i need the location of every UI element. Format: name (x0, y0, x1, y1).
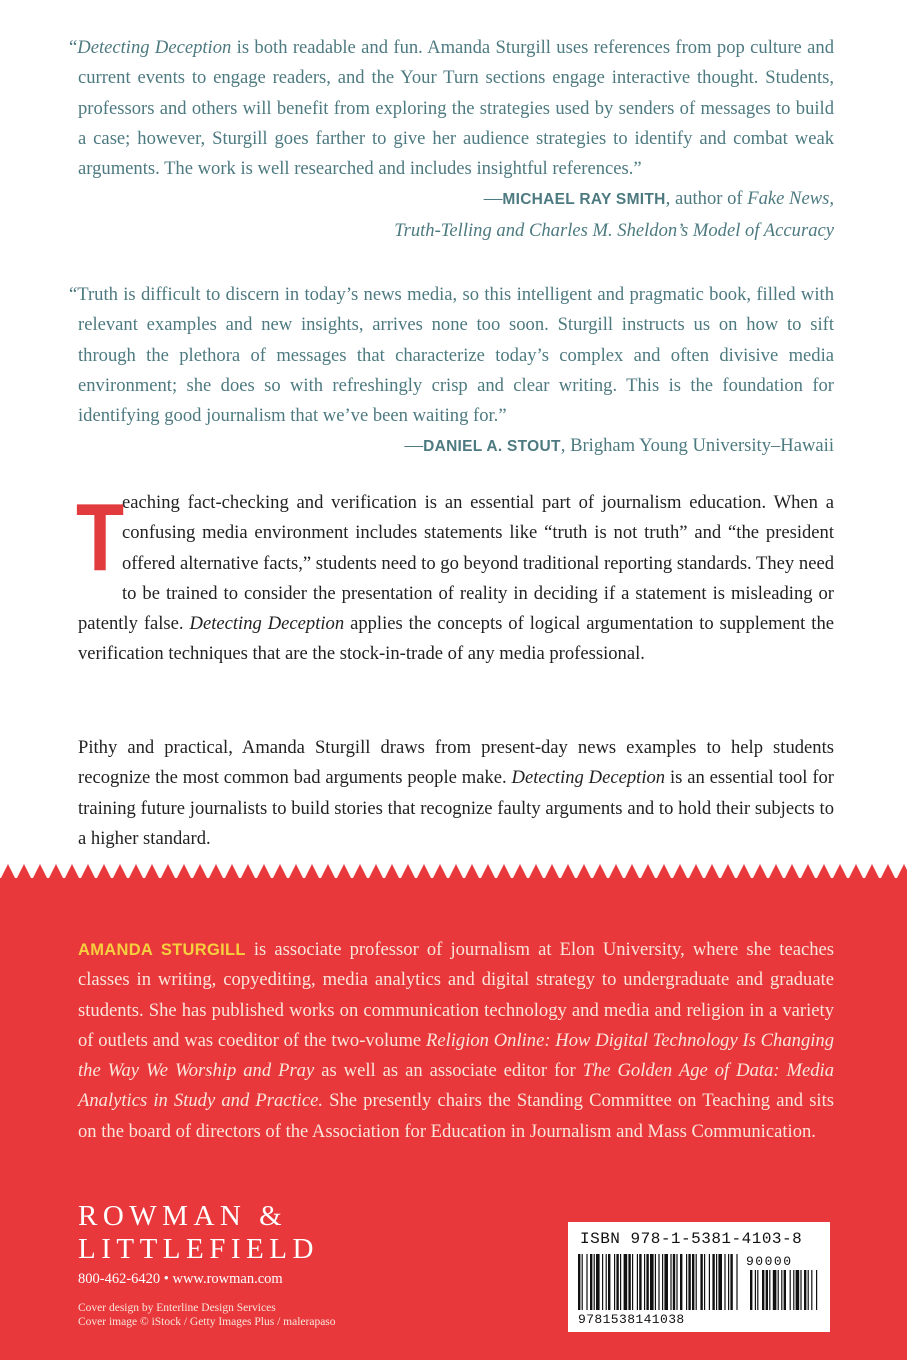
barcode-bar (778, 1270, 779, 1310)
barcode-bar (602, 1254, 603, 1310)
barcode-bar (784, 1270, 786, 1310)
bio-book-title: The Golden Age of Data: Media Analytics in Study and Practice. (78, 1060, 834, 1112)
barcode-bar (716, 1254, 717, 1310)
barcode-bar (688, 1254, 690, 1310)
barcode-bar (709, 1254, 710, 1310)
barcode-bar (655, 1254, 656, 1310)
barcode-bar (616, 1254, 618, 1310)
barcode-bar (692, 1254, 694, 1310)
zigzag-border (0, 860, 907, 880)
barcode-bar (664, 1254, 668, 1310)
publisher-logo: ROWMAN & LITTLEFIELD (78, 1200, 319, 1265)
barcode-bar (757, 1270, 758, 1310)
barcode-bar (628, 1254, 630, 1310)
barcode-bar (700, 1254, 702, 1310)
barcode-bar (670, 1254, 671, 1310)
endorsement-text: “Truth is difficult to discern in today’s news media, so this intelligent and pragmatic book, filled with relevant examples and new insights, arrives none too soon. Sturgill instructs us on how to sift through the plethora of messages that characterize today’s complex and often divisive media environment; she does so with refreshingly crisp and clear writing. This is the foundation for identifying good journalism that we’ve been waiting for.” (69, 284, 834, 427)
endorsement-attribution: —MICHAEL RAY SMITH, author of Fake News, Truth-Telling and Charles M. Sheldon’s Model of Accuracy (394, 188, 834, 241)
barcode-bar (639, 1254, 641, 1310)
barcode-bar (620, 1254, 621, 1310)
barcode-bar (811, 1270, 812, 1310)
barcode-bar (704, 1254, 705, 1310)
barcode-bar (606, 1254, 607, 1310)
endorsement-smith (69, 33, 834, 246)
barcode-bar (781, 1270, 782, 1310)
barcode-bar (766, 1270, 768, 1310)
drop-cap: T (76, 484, 125, 591)
book-title-ref: Detecting Deception (77, 37, 232, 58)
barcode-bar (736, 1254, 737, 1310)
barcode-bar (696, 1254, 697, 1310)
barcode-bar (718, 1254, 722, 1310)
book-title-ref: Detecting Deception (189, 613, 345, 635)
isbn-barcode (568, 1222, 830, 1332)
barcode-bar (624, 1254, 628, 1310)
publisher-contact: 800-462-6420 • www.rowman.com (78, 1271, 283, 1287)
barcode-bar (808, 1270, 809, 1310)
bio-book-title: Religion Online: How Digital Technology Is Changing the Way We Worship and Pray (78, 1029, 835, 1082)
barcode-bar (728, 1254, 729, 1310)
barcode-bar (658, 1254, 659, 1310)
barcode-bar (724, 1254, 725, 1310)
barcode-bar (755, 1270, 756, 1310)
endorser-work: Fake News, (747, 188, 834, 210)
barcode-bar (804, 1270, 806, 1310)
barcode-bar (650, 1254, 654, 1310)
barcode-bar (594, 1254, 595, 1310)
isbn-label: ISBN 978-1-5381-4103-8 (580, 1230, 803, 1248)
barcode-bar (608, 1254, 610, 1310)
cover-design-credit: Cover design by Enterline Design Services (78, 1302, 276, 1314)
barcode-bar (676, 1254, 677, 1310)
endorser-name: MICHAEL RAY SMITH (502, 191, 666, 209)
price-code: 90000 (746, 1254, 793, 1269)
author-name: AMANDA STURGILL (78, 941, 246, 959)
barcode-bar (790, 1270, 791, 1310)
barcode-bar (673, 1254, 675, 1310)
barcode-bar (644, 1254, 645, 1310)
barcode-bar (646, 1254, 648, 1310)
barcode-bar (730, 1254, 732, 1310)
description-paragraph-1: T eaching fact-checking and verification is an essential part of journalism education. When a confusing media environment includes statements like “truth is not truth” and “the president offered alternative facts,” students need to go beyond traditional reporting standards. They need to be trained to consider the presentation of reality in deciding if a statement is misleading or patently false. Detecting Deception applies the concepts of logical argumentation to supplement the verification techniques that are the stock-in-trade of any media professional. (76, 484, 834, 665)
barcode-bar (614, 1254, 615, 1310)
cover-image-credit: Cover image © iStock / Getty Images Plus / malerapaso (78, 1316, 336, 1328)
barcode-bar (578, 1254, 580, 1310)
endorsement-stout (69, 280, 834, 463)
barcode-bar (762, 1270, 764, 1310)
barcode-bar (586, 1254, 587, 1310)
open-quote: “ (69, 37, 78, 58)
endorser-affiliation: , Brigham Young University–Hawaii (560, 435, 834, 457)
barcode-bar (596, 1254, 600, 1310)
barcode-bar (590, 1254, 592, 1310)
barcode-bar (712, 1254, 714, 1310)
barcode-digits: 9781538141038 (578, 1312, 685, 1327)
barcode-bar (632, 1254, 633, 1310)
description-paragraph-2: Pithy and practical, Amanda Sturgill draws from present-day news examples to help students recognize the most common bad arguments people make. Detecting Deception is an essential tool for training future journalists to build stories that recognize faulty arguments and to hold their subjects to a higher standard. (78, 737, 835, 849)
barcode-bar (773, 1270, 777, 1310)
book-title-ref: Detecting Deception (511, 767, 666, 789)
endorsement-attribution: —DANIEL A. STOUT, Brigham Young University–Hawaii (404, 435, 834, 457)
barcode-bar (637, 1254, 638, 1310)
endorser-name: DANIEL A. STOUT (423, 438, 561, 456)
barcode-bar (582, 1254, 583, 1310)
barcode-bar (796, 1270, 800, 1310)
barcode-bar (750, 1270, 752, 1310)
barcode-bar (662, 1254, 663, 1310)
barcode-bar (769, 1270, 770, 1310)
barcode-bar (793, 1270, 794, 1310)
barcode-bar (680, 1254, 682, 1310)
endorsement-text: is both readable and fun. Amanda Sturgill uses references from pop culture and current events to engage readers, and the Your Turn sections engage interactive thought. Students, professors and others will benefit from exploring the strategies used by senders of messages to build a case; however, Sturgill goes farther to give her audience strategies to identify and combat weak arguments. The work is well researched and includes insightful references.” (78, 37, 834, 180)
barcode-bar (816, 1270, 817, 1310)
barcode-bar (686, 1254, 687, 1310)
barcode-bar (800, 1270, 801, 1310)
author-bio: AMANDA STURGILL is associate professor of journalism at Elon University, where she teaches classes in writing, copyediting, media analytics and digital strategy to undergraduate and graduate students. She has published works on communication technology and media and religion in a variety of outlets and was coeditor of the two-volume Religion Online: How Digital Technology Is Changing the Way We Worship and Pray as well as an associate editor for The Golden Age of Data: Media Analytics in Study and Practice. She presently chairs the Standing Committee on Teaching and sits on the board of directors of the Association for Education in Journalism and Mass Communication. (78, 939, 835, 1142)
endorser-work-cont: Truth-Telling and Charles M. Sheldon’s Model of Accuracy (394, 219, 834, 241)
